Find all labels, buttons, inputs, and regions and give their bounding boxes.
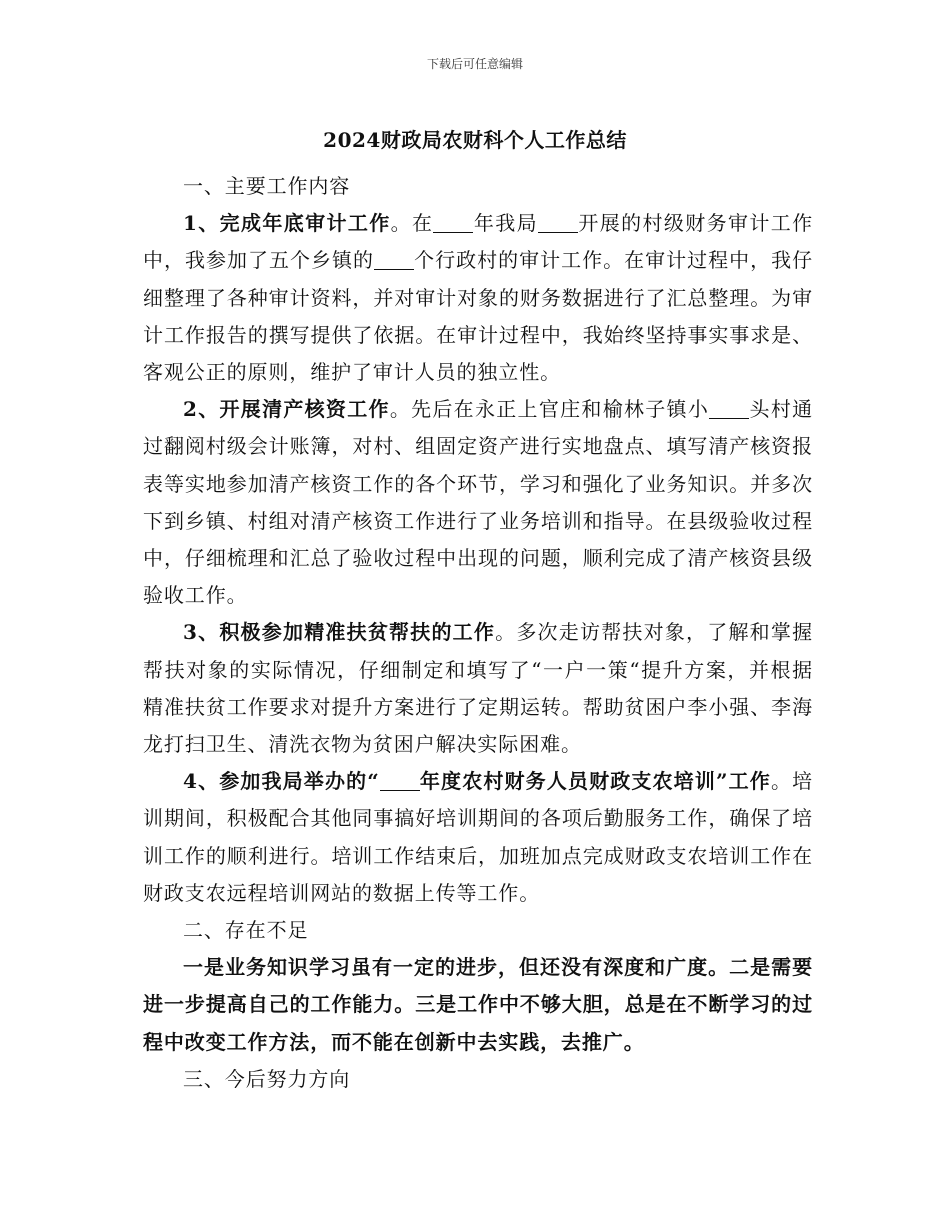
item-2-lead: 2、开展清产核资工作 (183, 397, 390, 422)
item-1-text-c: 开展的村级财务审计工作中，我参加了五个乡镇的 (143, 211, 813, 273)
item-3-paragraph (143, 614, 813, 763)
section-2-heading: 二、存在不足 (183, 918, 309, 943)
blank-field (374, 249, 414, 270)
item-1-paragraph (143, 205, 813, 391)
item-1-text-b: 年我局 (473, 211, 538, 236)
document-title: 2024财政局农财科个人工作总结 (323, 128, 627, 152)
section-1-heading: 一、主要工作内容 (183, 174, 351, 198)
section-2-paragraph: 一是业务知识学习虽有一定的进步，但还没有深度和广度。二是需要进一步提高自己的工作能力。三是工作中不够大胆，总是在不断学习的过程中改变工作方法，而不能在创新中去实践，去推广。 (143, 955, 813, 1054)
blank-field (709, 398, 749, 419)
item-2-text-a: 。先后在永正上官庄和榆林子镇小 (389, 397, 710, 422)
item-2-text-b: 头村通过翻阅村级会计账簿，对村、组固定资产进行实地盘点、填写清产核资报表等实地参加清产核资工作的各个环节，学习和强化了业务知识。并多次下到乡镇、村组对清产核资工作进行了业务培训和指导。在县级验收过程中，仔细梳理和汇总了验收过程中出现的问题，顺利完成了清产核资县级验收工作。 (143, 397, 814, 608)
item-4-lead-b: 年度农村财务人员财政支农培训”工作 (419, 769, 771, 794)
blank-field (538, 212, 578, 233)
item-4-paragraph (143, 763, 813, 912)
header-note: 下载后可任意编辑 (426, 57, 523, 71)
item-2-paragraph (143, 391, 813, 614)
item-4-text-a: 。培训期间，积极配合其他同事搞好培训期间的各项后勤服务工作，确保了培训工作的顺利进行。培训工作结束后，加班加点完成财政支农培训工作在财政支农远程培训网站的数据上传等工作。 (143, 769, 813, 905)
item-4-lead-a: 4、参加我局举办的“ (183, 769, 380, 794)
item-1-text-d: 个行政村的审计工作。在审计过程中，我仔细整理了各种审计资料，并对审计对象的财务数据进行了汇总整理。为审计工作报告的撰写提供了依据。在审计过程中，我始终坚持事实事求是、客观公正的原则，维护了审计人员的独立性。 (143, 248, 813, 385)
item-1-lead: 1、完成年底审计工作 (183, 211, 391, 236)
item-1-text-a: 。在 (390, 211, 434, 236)
document-body (143, 168, 813, 1098)
section-3-heading: 三、今后努力方向 (183, 1066, 351, 1091)
item-3-text-a: 。多次走访帮扶对象，了解和掌握帮扶对象的实际情况，仔细制定和填写了“一户一策“提升方案，并根据精准扶贫工作要求对提升方案进行了定期运转。帮助贫困户李小强、李海龙打扫卫生、清洗衣物为贫困户解决实际困难。 (143, 620, 814, 757)
blank-field (433, 212, 473, 233)
blank-field (380, 770, 420, 791)
item-3-lead: 3、积极参加精准扶贫帮扶的工作 (183, 620, 496, 645)
